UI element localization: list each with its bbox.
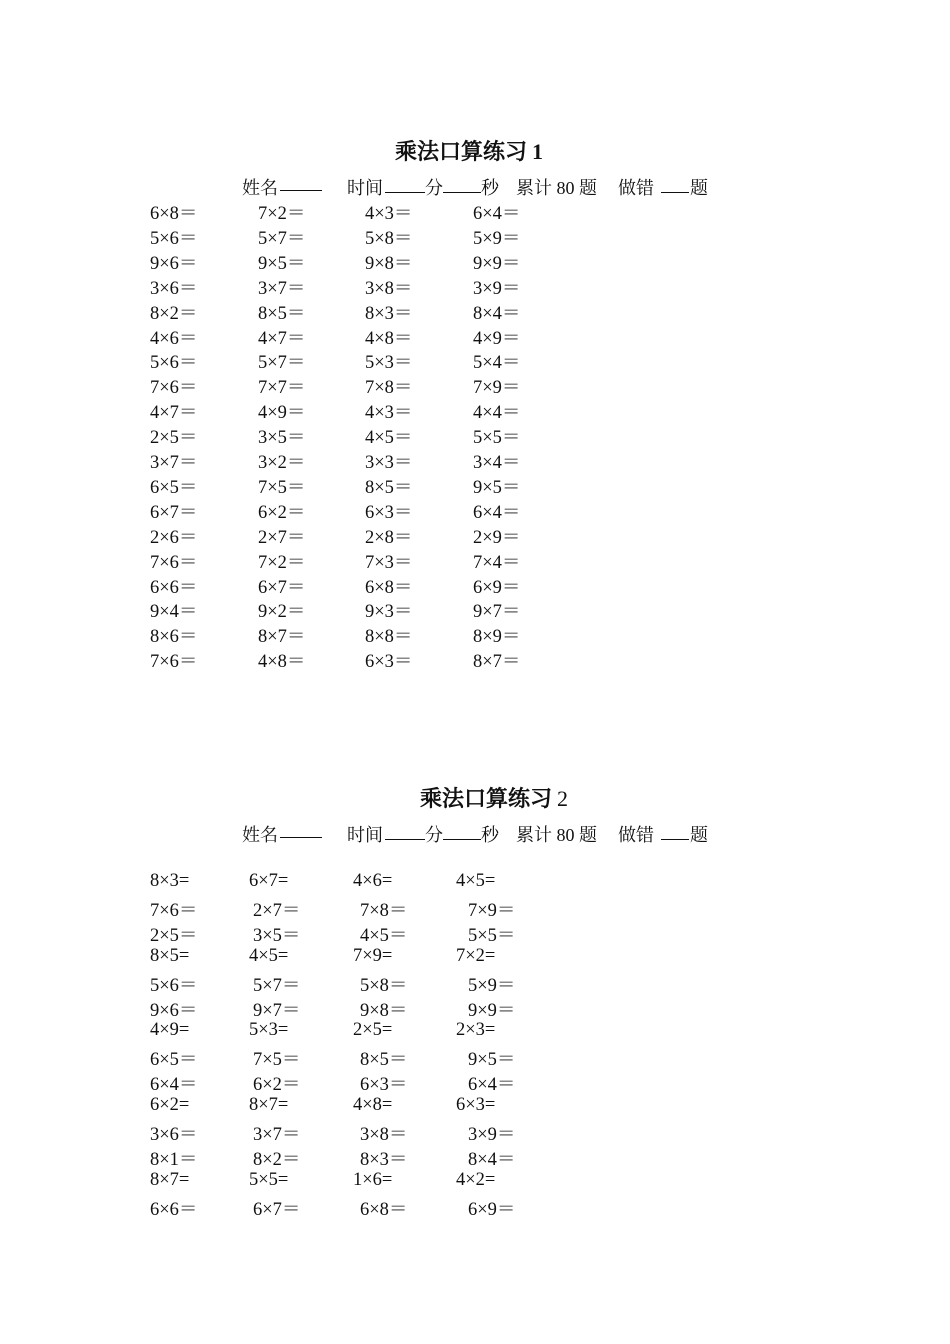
problem-cell: 7×8＝ bbox=[365, 378, 413, 399]
problem-cell: 8×6＝ bbox=[150, 627, 198, 648]
problem-cell: 9×9＝ bbox=[473, 253, 521, 274]
time-minute-blank[interactable] bbox=[385, 821, 425, 840]
problem-cell: 3×6＝ bbox=[150, 278, 198, 299]
worksheet-title bbox=[395, 135, 543, 166]
problem-cell: 6×7＝ bbox=[150, 502, 198, 523]
problem-cell: 8×3＝ bbox=[360, 1149, 408, 1170]
problem-cell: 9×5＝ bbox=[258, 253, 306, 274]
problem-cell: 4×6= bbox=[353, 871, 393, 891]
problem-cell: 4×3＝ bbox=[365, 403, 413, 424]
problem-cell: 9×6＝ bbox=[150, 253, 198, 274]
problem-cell: 4×6＝ bbox=[150, 328, 198, 349]
problem-cell: 6×2＝ bbox=[258, 502, 306, 523]
problem-cell: 5×8＝ bbox=[365, 228, 413, 249]
problem-cell: 7×2＝ bbox=[258, 552, 306, 573]
problem-cell: 3×4＝ bbox=[473, 453, 521, 473]
problem-cell: 6×5＝ bbox=[150, 477, 198, 498]
problem-cell: 4×8= bbox=[353, 1095, 393, 1116]
problem-cell: 6×6＝ bbox=[150, 577, 198, 598]
problem-cell: 5×4＝ bbox=[473, 353, 521, 374]
problem-cell: 2×5＝ bbox=[150, 925, 198, 946]
problem-cell: 7×6＝ bbox=[150, 900, 198, 921]
problem-cell: 8×7＝ bbox=[258, 627, 306, 648]
problem-cell: 2×5＝ bbox=[150, 428, 198, 449]
problem-cell: 7×6＝ bbox=[150, 378, 198, 399]
problem-cell: 8×7= bbox=[150, 1169, 190, 1190]
problem-cell: 3×5＝ bbox=[253, 925, 301, 946]
problem-cell: 6×8＝ bbox=[360, 1199, 408, 1220]
wrong-count-blank[interactable] bbox=[661, 821, 689, 840]
problem-cell: 7×5＝ bbox=[258, 477, 306, 498]
problem-cell: 7×7＝ bbox=[258, 378, 306, 399]
problem-cell: 3×9＝ bbox=[468, 1125, 516, 1145]
problem-cell: 3×7＝ bbox=[258, 278, 306, 299]
problem-cell: 3×8＝ bbox=[360, 1125, 408, 1145]
problem-cell: 8×2＝ bbox=[150, 303, 198, 324]
problem-cell: 2×7＝ bbox=[253, 900, 301, 921]
problem-cell: 6×3= bbox=[456, 1095, 496, 1116]
problem-cell: 5×7＝ bbox=[258, 228, 306, 249]
problem-cell: 7×9= bbox=[353, 945, 393, 966]
problem-cell: 5×3= bbox=[249, 1020, 289, 1041]
problem-cell: 8×1＝ bbox=[150, 1149, 198, 1170]
problem-cell: 4×2= bbox=[456, 1169, 496, 1190]
wrong-count-blank[interactable] bbox=[661, 174, 689, 193]
problem-cell: 9×6＝ bbox=[150, 1000, 198, 1021]
wrong-label: 做错 bbox=[618, 825, 654, 845]
problem-cell: 4×9= bbox=[150, 1020, 190, 1041]
problem-cell: 2×8＝ bbox=[365, 527, 413, 548]
problem-cell: 9×7＝ bbox=[473, 602, 521, 623]
problem-cell: 9×4＝ bbox=[150, 602, 198, 623]
name-blank[interactable] bbox=[280, 174, 322, 191]
problem-cell: 5×9＝ bbox=[473, 228, 521, 249]
problem-cell: 4×7＝ bbox=[258, 328, 306, 349]
wrong-suffix: 题 bbox=[690, 825, 708, 845]
problem-cell: 6×3＝ bbox=[360, 1075, 408, 1096]
problem-cell: 7×9＝ bbox=[468, 900, 516, 921]
problem-cell: 7×2= bbox=[456, 945, 496, 966]
problem-cell: 6×6＝ bbox=[150, 1199, 198, 1220]
problem-cell: 4×8＝ bbox=[365, 328, 413, 349]
problem-cell: 2×3= bbox=[456, 1020, 496, 1041]
problem-cell: 6×9＝ bbox=[473, 577, 521, 598]
problem-cell: 5×5= bbox=[249, 1169, 289, 1190]
problem-cell: 7×6＝ bbox=[150, 552, 198, 573]
problem-cell: 8×5＝ bbox=[365, 477, 413, 498]
problem-cell: 6×3＝ bbox=[365, 652, 413, 673]
title-number: 2 bbox=[557, 786, 569, 811]
wrong-label: 做错 bbox=[618, 178, 654, 198]
name-label: 姓名 bbox=[242, 178, 278, 198]
second-label: 秒 bbox=[481, 178, 499, 198]
problem-cell: 8×9＝ bbox=[473, 627, 521, 648]
problem-cell: 3×5＝ bbox=[258, 428, 306, 449]
problem-cell: 3×6＝ bbox=[150, 1125, 198, 1145]
problem-cell: 5×6＝ bbox=[150, 353, 198, 374]
problem-cell: 4×8＝ bbox=[258, 652, 306, 673]
problem-cell: 3×2＝ bbox=[258, 453, 306, 473]
problem-cell: 1×6= bbox=[353, 1169, 393, 1190]
problem-cell: 3×9＝ bbox=[473, 278, 521, 299]
problem-cell: 9×5＝ bbox=[473, 477, 521, 498]
total-label: 累计 80 题 bbox=[516, 178, 597, 198]
problem-cell: 3×8＝ bbox=[365, 278, 413, 299]
minute-label: 分 bbox=[425, 178, 443, 198]
problem-cell: 6×8＝ bbox=[365, 577, 413, 598]
total-label: 累计 80 题 bbox=[516, 825, 597, 845]
problem-cell: 6×8＝ bbox=[150, 204, 198, 224]
problem-cell: 4×4＝ bbox=[473, 403, 521, 424]
problem-cell: 8×5＝ bbox=[258, 303, 306, 324]
problem-cell: 6×9＝ bbox=[468, 1199, 516, 1220]
problem-cell: 8×7＝ bbox=[473, 652, 521, 673]
problem-cell: 5×8＝ bbox=[360, 975, 408, 996]
problem-cell: 2×9＝ bbox=[473, 527, 521, 548]
wrong-suffix: 题 bbox=[690, 178, 708, 198]
problem-cell: 2×5= bbox=[353, 1020, 393, 1041]
problem-cell: 5×9＝ bbox=[468, 975, 516, 996]
title-number: 1 bbox=[532, 139, 544, 164]
problem-cell: 6×3＝ bbox=[365, 502, 413, 523]
problem-cell: 5×6＝ bbox=[150, 228, 198, 249]
problem-cell: 7×8＝ bbox=[360, 900, 408, 921]
problem-cell: 8×8＝ bbox=[365, 627, 413, 648]
problem-cell: 4×9＝ bbox=[258, 403, 306, 424]
problem-cell: 8×3= bbox=[150, 871, 190, 891]
problem-cell: 5×3＝ bbox=[365, 353, 413, 374]
problem-cell: 4×7＝ bbox=[150, 403, 198, 424]
problem-cell: 4×5＝ bbox=[360, 925, 408, 946]
problem-cell: 8×7= bbox=[249, 1095, 289, 1116]
second-label: 秒 bbox=[481, 825, 499, 845]
problem-cell: 6×2＝ bbox=[253, 1075, 301, 1096]
problem-cell: 3×7＝ bbox=[253, 1125, 301, 1145]
problem-cell: 6×5＝ bbox=[150, 1050, 198, 1071]
problem-cell: 6×4＝ bbox=[150, 1075, 198, 1096]
time-second-blank[interactable] bbox=[443, 821, 481, 840]
problem-cell: 8×5＝ bbox=[360, 1050, 408, 1071]
minute-label: 分 bbox=[425, 825, 443, 845]
problem-cell: 8×3＝ bbox=[365, 303, 413, 324]
problem-cell: 9×5＝ bbox=[468, 1050, 516, 1071]
problem-cell: 7×5＝ bbox=[253, 1050, 301, 1071]
problem-cell: 7×4＝ bbox=[473, 552, 521, 573]
problem-cell: 7×6＝ bbox=[150, 652, 198, 673]
worksheet-title bbox=[420, 782, 568, 813]
problem-cell: 6×4＝ bbox=[473, 502, 521, 523]
problem-cell: 5×5＝ bbox=[468, 925, 516, 946]
problem-cell: 9×2＝ bbox=[258, 602, 306, 623]
time-label: 时间 bbox=[347, 825, 383, 845]
problem-cell: 3×3＝ bbox=[365, 453, 413, 473]
problem-cell: 6×7= bbox=[249, 871, 289, 891]
problem-cell: 3×7＝ bbox=[150, 453, 198, 473]
problem-cell: 5×6＝ bbox=[150, 975, 198, 996]
problem-cell: 9×8＝ bbox=[365, 253, 413, 274]
time-label: 时间 bbox=[347, 178, 383, 198]
problem-cell: 7×2＝ bbox=[258, 204, 306, 224]
problem-cell: 5×7＝ bbox=[258, 353, 306, 374]
problem-cell: 4×5= bbox=[249, 945, 289, 966]
problem-cell: 5×5＝ bbox=[473, 428, 521, 449]
problem-cell: 8×4＝ bbox=[473, 303, 521, 324]
time-minute-blank[interactable] bbox=[385, 174, 425, 193]
problem-cell: 8×2＝ bbox=[253, 1149, 301, 1170]
problem-cell: 2×6＝ bbox=[150, 527, 198, 548]
problem-cell: 6×4＝ bbox=[468, 1075, 516, 1096]
problem-cell: 8×5= bbox=[150, 945, 190, 966]
problem-cell: 6×4＝ bbox=[473, 204, 521, 224]
problem-cell: 4×9＝ bbox=[473, 328, 521, 349]
problem-cell: 4×5＝ bbox=[365, 428, 413, 449]
time-second-blank[interactable] bbox=[443, 174, 481, 193]
title-text: 乘法口算练习 bbox=[420, 786, 553, 811]
problem-cell: 9×8＝ bbox=[360, 1000, 408, 1021]
title-text: 乘法口算练习 bbox=[395, 139, 528, 164]
problem-cell: 9×9＝ bbox=[468, 1000, 516, 1021]
problem-cell: 9×3＝ bbox=[365, 602, 413, 623]
problem-cell: 4×3＝ bbox=[365, 204, 413, 224]
problem-cell: 4×5= bbox=[456, 871, 496, 891]
problem-cell: 9×7＝ bbox=[253, 1000, 301, 1021]
problem-cell: 7×3＝ bbox=[365, 552, 413, 573]
name-blank[interactable] bbox=[280, 821, 322, 838]
problem-cell: 8×4＝ bbox=[468, 1149, 516, 1170]
name-label: 姓名 bbox=[242, 825, 278, 845]
problem-cell: 6×7＝ bbox=[253, 1199, 301, 1220]
problem-cell: 5×7＝ bbox=[253, 975, 301, 996]
problem-cell: 6×2= bbox=[150, 1095, 190, 1116]
problem-cell: 7×9＝ bbox=[473, 378, 521, 399]
problem-cell: 2×7＝ bbox=[258, 527, 306, 548]
problem-cell: 6×7＝ bbox=[258, 577, 306, 598]
